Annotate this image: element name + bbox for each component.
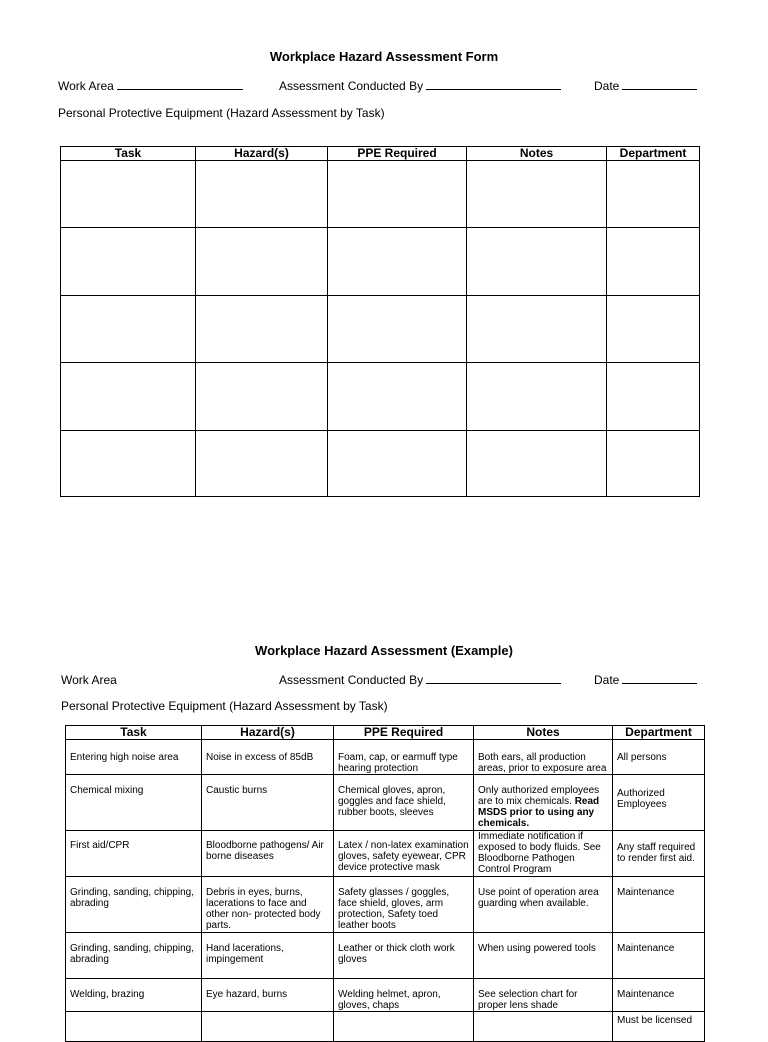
blank-cell[interactable]: [61, 228, 196, 296]
blank-cell[interactable]: [467, 431, 607, 497]
date-label: Date: [594, 79, 620, 93]
notes-text: Only authorized employees are to mix chemicals.: [478, 785, 600, 807]
department-cell: Maintenance: [613, 933, 705, 979]
notes-text: See selection chart for proper lens shade: [478, 989, 578, 1011]
blank-cell[interactable]: [328, 296, 467, 363]
table-row: [61, 228, 700, 296]
col-header-hazards: Hazard(s): [202, 726, 334, 740]
col-header-ppe: PPE Required: [328, 147, 467, 161]
task-cell: Welding, brazing: [66, 979, 202, 1012]
example-title: Workplace Hazard Assessment (Example): [255, 643, 513, 658]
ppe-cell: Safety glasses / goggles, face shield, gloves, arm protection, Safety toed leather boots: [334, 877, 474, 933]
task-cell: [66, 1012, 202, 1042]
date-label: Date: [594, 673, 620, 687]
notes-cell: [474, 877, 613, 933]
blank-cell[interactable]: [61, 431, 196, 497]
blank-cell[interactable]: [607, 296, 700, 363]
work-area-field[interactable]: [58, 79, 243, 93]
blank-cell[interactable]: [196, 161, 328, 228]
notes-text: When using powered tools: [478, 943, 596, 954]
work-area-field[interactable]: [61, 673, 117, 687]
task-cell: First aid/CPR: [66, 831, 202, 877]
conducted-by-label: Assessment Conducted By: [279, 79, 424, 93]
form-subtitle: Personal Protective Equipment (Hazard Assessment by Task): [58, 106, 385, 120]
table-row: [61, 431, 700, 497]
ppe-cell: Welding helmet, apron, gloves, chaps: [334, 979, 474, 1012]
department-cell: Authorized Employees: [613, 775, 705, 831]
date-field[interactable]: [594, 79, 697, 93]
hazards-cell: Noise in excess of 85dB: [202, 740, 334, 775]
table-row: [61, 161, 700, 228]
hazards-cell: Debris in eyes, burns, lacerations to face and other non- protected body parts.: [202, 877, 334, 933]
blank-cell[interactable]: [61, 296, 196, 363]
notes-cell: [474, 775, 613, 831]
blank-cell[interactable]: [328, 431, 467, 497]
blank-cell[interactable]: [196, 296, 328, 363]
table-header-row: [66, 726, 705, 740]
work-area-blank[interactable]: [117, 88, 243, 90]
blank-cell[interactable]: [196, 363, 328, 431]
blank-cell[interactable]: [607, 228, 700, 296]
ppe-cell: Foam, cap, or earmuff type hearing protection: [334, 740, 474, 775]
table-row: [66, 831, 705, 877]
ppe-cell: Chemical gloves, apron, goggles and face shield, rubber boots, sleeves: [334, 775, 474, 831]
department-cell: All persons: [613, 740, 705, 775]
date-field[interactable]: [594, 673, 697, 687]
example-assessment-table: [65, 725, 705, 1042]
conducted-by-blank[interactable]: [426, 88, 561, 90]
example-subtitle: Personal Protective Equipment (Hazard Assessment by Task): [61, 699, 388, 713]
department-cell: Any staff required to render first aid.: [613, 831, 705, 877]
blank-cell[interactable]: [61, 161, 196, 228]
col-header-ppe: PPE Required: [334, 726, 474, 740]
hazards-cell: [202, 1012, 334, 1042]
task-cell: Entering high noise area: [66, 740, 202, 775]
blank-cell[interactable]: [467, 296, 607, 363]
blank-assessment-table: [60, 146, 700, 497]
department-cell: Maintenance: [613, 979, 705, 1012]
blank-cell[interactable]: [196, 228, 328, 296]
hazards-cell: Hand lacerations, impingement: [202, 933, 334, 979]
department-cell: Must be licensed: [613, 1012, 705, 1042]
col-header-task: Task: [66, 726, 202, 740]
blank-cell[interactable]: [196, 431, 328, 497]
conducted-by-field[interactable]: [279, 673, 561, 687]
notes-cell: [474, 979, 613, 1012]
task-cell: Grinding, sanding, chipping, abrading: [66, 877, 202, 933]
blank-cell[interactable]: [328, 161, 467, 228]
table-row: [66, 740, 705, 775]
ppe-cell: Latex / non-latex examination gloves, safety eyewear, CPR device protective mask: [334, 831, 474, 877]
notes-text: Both ears, all production areas, prior to exposure area: [478, 752, 607, 774]
notes-cell: [474, 740, 613, 775]
table-row: [66, 979, 705, 1012]
hazards-cell: Caustic burns: [202, 775, 334, 831]
work-area-label: Work Area: [58, 79, 114, 93]
notes-cell: [474, 831, 613, 877]
blank-cell[interactable]: [467, 363, 607, 431]
conducted-by-field[interactable]: [279, 79, 561, 93]
hazards-cell: Bloodborne pathogens/ Air borne diseases: [202, 831, 334, 877]
table-row: [66, 775, 705, 831]
table-row: [66, 933, 705, 979]
conducted-by-blank[interactable]: [426, 682, 561, 684]
col-header-department: Department: [613, 726, 705, 740]
notes-text: Use point of operation area guarding when available.: [478, 887, 599, 909]
department-cell: Maintenance: [613, 877, 705, 933]
table-header-row: [61, 147, 700, 161]
blank-cell[interactable]: [328, 228, 467, 296]
col-header-department: Department: [607, 147, 700, 161]
blank-cell[interactable]: [607, 161, 700, 228]
table-row: [61, 363, 700, 431]
blank-cell[interactable]: [607, 363, 700, 431]
blank-cell[interactable]: [328, 363, 467, 431]
blank-cell[interactable]: [607, 431, 700, 497]
hazards-cell: Eye hazard, burns: [202, 979, 334, 1012]
notes-cell: [474, 933, 613, 979]
blank-cell[interactable]: [467, 228, 607, 296]
notes-cell: [474, 1012, 613, 1042]
conducted-by-label: Assessment Conducted By: [279, 673, 424, 687]
work-area-label: Work Area: [61, 673, 117, 687]
col-header-notes: Notes: [474, 726, 613, 740]
date-blank[interactable]: [622, 88, 697, 90]
form-title: Workplace Hazard Assessment Form: [269, 49, 499, 64]
ppe-cell: Leather or thick cloth work gloves: [334, 933, 474, 979]
notes-bold-text: Read MSDS prior to using any chemicals.: [478, 796, 600, 829]
table-row: [66, 1012, 705, 1042]
ppe-cell: [334, 1012, 474, 1042]
table-row: [66, 877, 705, 933]
col-header-task: Task: [61, 147, 196, 161]
table-row: [61, 296, 700, 363]
blank-cell[interactable]: [61, 363, 196, 431]
task-cell: Grinding, sanding, chipping, abrading: [66, 933, 202, 979]
task-cell: Chemical mixing: [66, 775, 202, 831]
col-header-hazards: Hazard(s): [196, 147, 328, 161]
blank-cell[interactable]: [467, 161, 607, 228]
col-header-notes: Notes: [467, 147, 607, 161]
date-blank[interactable]: [622, 682, 697, 684]
notes-text: Immediate notification if exposed to body fluids. See Bloodborne Pathogen Control Program: [478, 831, 601, 875]
